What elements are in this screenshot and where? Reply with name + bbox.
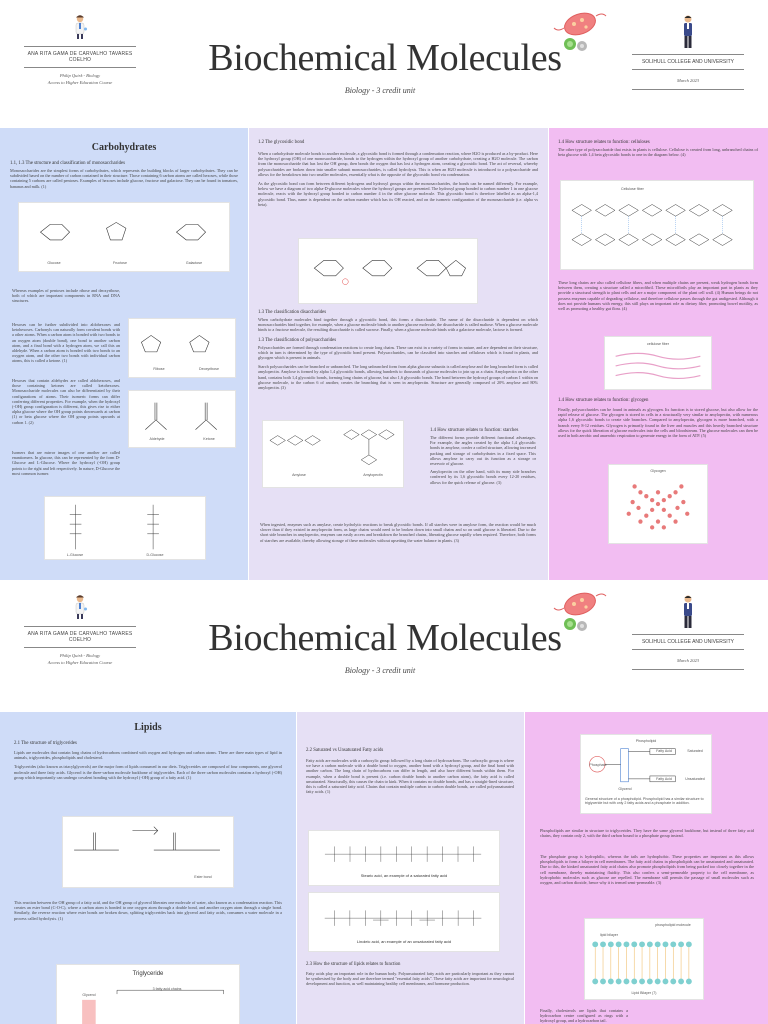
label-ketone: Ketone — [203, 437, 215, 441]
figure-stearic-acid — [308, 830, 500, 886]
caption-phospholipid: General structure of a phospholipid. Phospholipid has a similar structure to triglyceride but with only 2 fatty acids and a phosphate in addition. — [585, 797, 704, 805]
label-glucose: Glucose — [47, 261, 61, 265]
heading-glycosidic-bond: 1.2 The glycosidic bond — [258, 140, 305, 145]
fatty-acids-column — [296, 712, 524, 1024]
label-fatty-acid-2: Fatty Acid — [656, 777, 672, 781]
figure-lipid-bilayer — [584, 918, 704, 1000]
heading-polysaccharides: 1.3 The classification of polysaccharides — [258, 337, 337, 343]
paragraph: Phospholipids are similar in structure to triglycerides. They have the same glycerol backbone, but instead of three fatty acid chains, they contain only 2, with the third carbon bound to a phosphate group instead. — [540, 828, 754, 839]
page-subtitle: Biology - 3 credit unit — [344, 86, 416, 95]
label-glycerol: Glycerol — [618, 787, 632, 791]
phospholipid-molecule-label: phospholipid molecule — [655, 923, 691, 927]
paragraph: Lipids are molecules that contain long chains of hydrocarbons combined with oxygen and hydrogen and carbon atoms. There are three main types of lipid in animals, triglycerides, phospholipids and cholesterol. — [14, 750, 282, 761]
bacteria-icon — [552, 586, 612, 636]
heading-triglycerides: 2.1 The structure of triglycerides — [14, 741, 77, 746]
heading-starch-function: 1.4 How structure relates to function: starches — [430, 428, 519, 433]
label-fructose: Fructose — [113, 261, 127, 265]
caption-stearic-acid: Stearic acid, an example of a saturated fatty acid — [360, 873, 448, 878]
paragraph: When carbohydrate molecules bind together through a glycosidic bond, this forms a disaccharide. The name of the disaccharide is dependent on which monosaccharides bind together, for example, when a glucose molecule binds to another glucose molecule, the disaccharide is called maltose. When a glucose molecule binds to a fructose molecule, the resulting disaccharide is called sucrose. Finally, when a glucose molecule binds with a galactose molecule, lactose is formed. — [258, 317, 538, 333]
figure-ester-bond — [62, 816, 234, 888]
section-title-carbohydrates: Carbohydrates — [91, 142, 157, 153]
figure-pentoses — [128, 318, 236, 378]
figure-linoleic-acid — [308, 892, 500, 952]
heading-saturated-unsaturated: 2.2 Saturated vs Unsaturated Fatty acids — [306, 748, 384, 753]
label-phosphate: Phosphate — [589, 763, 607, 767]
phospholipids-column — [524, 712, 768, 1024]
author-course: Philip Quirk - Biology Access to Higher Education Course — [47, 653, 113, 665]
label-unsaturated: Unsaturated — [685, 777, 705, 781]
phospholipid-title: Phospholipid — [635, 739, 657, 743]
label-l-glucose: L-Glucose — [66, 553, 84, 557]
label-glycerol: Glycerol — [82, 993, 96, 997]
label-d-glucose: D-Glucose — [146, 553, 164, 557]
poster-date: March 2023 — [677, 658, 699, 663]
figure-cellulose-microfibril — [604, 336, 712, 390]
author-name: ANA RITA GAMA DE CARVALHO TAVARES COELHO — [27, 51, 133, 63]
caption-linoleic-acid: Linoleic acid, an example of an unsaturated fatty acid — [356, 939, 452, 944]
author-name: ANA RITA GAMA DE CARVALHO TAVARES COELHO — [27, 631, 133, 643]
doctor-icon — [72, 594, 88, 620]
paragraph: Amylopectin on the other hand, with its many side branches conferred by its 1,6 glycosidic bonds every 12-20 residues, allows for the quick release of glucose. (3) — [430, 469, 536, 485]
figure-glycogen — [608, 464, 708, 544]
page-title: Biochemical Molecules — [208, 617, 562, 659]
triglyceride-structure-icon — [57, 965, 239, 1024]
heading-glycogen: 1.4 How structure relates to function: glycogen — [558, 398, 649, 403]
poster-header — [0, 580, 768, 712]
doctor-icon — [72, 14, 88, 40]
carbohydrates-column — [0, 128, 248, 580]
poster-date: March 2023 — [677, 78, 699, 83]
author-block — [24, 14, 136, 86]
cellulose-fibril-title: cellulose fiber — [647, 342, 669, 346]
student-icon — [679, 14, 697, 50]
heading-lipid-function: 2.3 How the structure of lipids relates to function — [306, 962, 401, 967]
paragraph: Starch polysaccharides can be branched or unbranched. The long unbranched form from alpha glucose subunits is called amylose and the long branched form is called amylopectin. Amylose is formed by alpha 1,4 glycosidic bonds, allowing hundreds to thousands of glucose molecules to join up as a chain. Amylopectin on the other hand, contains both 1,4 glycosidic bonds, forming long chains of glucose, but also 1,6 glycosidic bonds. The bond between the hydroxyl groups of carbon 1 within on glucose molecule, to the carbon 6 of another, creates the branching that is seen in amylopectin. Structure are generally composed of 20% amylose and 80% amylopectin. (3) — [258, 364, 538, 391]
paragraph: Whereas examples of pentoses include ribose and deoxyribose, both of which are important components in RNA and DNA structures. — [12, 288, 120, 304]
label-ester-bond: Ester bond — [194, 875, 212, 879]
glucose-enantiomers-icon — [45, 497, 205, 559]
college-block — [632, 594, 744, 670]
label-fatty-acid-chains: 3 fatty acid chains — [152, 987, 182, 991]
figure-aldehyde-ketone — [128, 390, 236, 448]
college-block — [632, 14, 744, 90]
paragraph: The different forms provide different functional advantages. For example, the angles created by the alpha 1,4 glycosidic bonds in amylose, confer a coiled structure, allowing increased packing and storage of carbohydrates in a fixed space. This allows amylose to carry out its function as a storage or reservoir of glucose. — [430, 435, 536, 467]
paragraph: Finally, polysaccharides can be found in animals as glycogen. Its function is to stored glucose, but also allow for the rapid release of glucose. The glycogen is stored in cells in a structurally very similar to amylopectin, with numerous alpha 1,6 glycosidic bonds to create side branches. Compared to amylopectin, glycogen is more branched, with a branch every 8-12 residues. Glycogen is primarily found in the liver and muscles and this heavily branched structure allows for the quick liberation of glucose molecules into the cells and bloodstream. The glucose molecules can then be used in both aerobic and anaerobic respiration to generate energy in the form of ATP. (5) — [558, 407, 758, 439]
college-name: SOLIHULL COLLEGE AND UNIVERSITY — [641, 59, 735, 65]
student-icon — [679, 594, 697, 630]
figure-triglyceride — [56, 964, 240, 1024]
amylose-amylopectin-icon — [263, 421, 403, 487]
bacteria-icon — [552, 6, 612, 56]
paragraph: Hexoses that contain aldehydes are called aldohexoses, and those containing ketones are called ketohexoses. Monosaccharide molecules can also be differentiated by their configurations of atoms. Their isomeric forms can differ conferring different properties. For example, when the hydroxyl (-OH) group configuration is different, this gives rise to either alpha glucose where the OH group points downwards at carbon (1) or beta glucose where the OH group points upwards at carbon 1. (2) — [12, 378, 120, 425]
label-saturated: Saturated — [687, 749, 703, 753]
glycogen-branches-icon — [609, 465, 707, 543]
cellulose-fiber-title: Cellulose fiber — [621, 187, 644, 191]
lipid-bilayer-icon — [585, 919, 703, 999]
figure-enantiomers — [44, 496, 206, 560]
label-aldehyde: Aldehyde — [149, 437, 165, 441]
maltose-formation-icon — [299, 239, 477, 303]
paragraph: Hexoses can be further subdivided into aldohexoses and ketohexoses. Carbonyls can naturally form covalent bonds with a other atoms. When a carbon atom is bonded with two bonds to an oxygen atom (double bond), one bond to another carbon atom, and a final bond with a hydrogen atom, we call this an aldehyde. When a carbon atom is bonded with two bonds to an oxygen atom, and the other two bonds with individual carbon atoms, this is called a ketone. (1) — [12, 322, 120, 364]
label-fatty-acid-1: Fatty Acid — [656, 749, 672, 753]
paragraph: The other type of polysaccharide that exists in plants is cellulose. Cellulose is created from long, unbranched chains of beta glucose with 1,4 beta glycosidic bonds to one in the diagram below. (4) — [558, 147, 758, 158]
lipids-column — [0, 712, 296, 1024]
paragraph: When a carbohydrate molecule bonds to another molecule, a glycosidic bond is formed through a condensation reaction, where H2O is produced as a by-product. Here the hydroxyl group (OH) of one monosaccharide, bonds to the hydrogen within the hydroxyl group of another carbohydrate, creating a H2O molecule. The carbon from the monosaccharide that has lost the OH group, then bonds the oxygen that has lost a hydrogen atom, creating a glycosidic bond. The act of reversal, whereby polysaccharides are broken down into smaller subunit monosaccharides, is called hydrolysis. This is when an H2O molecule is introduced to a polysaccharide and allows for the breakdown into two smaller molecules, essentially what is the opposite of the glycosidic bond via condensation. — [258, 151, 538, 177]
paragraph: Fatty acids are molecules with a carboxylic group followed by a long chain of hydrocarbons. The carboxylic group is where we have a carbon molecule with a double bond to oxygen, another bond with a hydroxyl group, and the final bond with another carbon. The long chain of hydrocarbons can differ in length, and also have different bonds within them. For example, when a double bond is present (i.e. carbon double bonds to another carbon atom), the fatty acid is called unsaturated. Structurally, this causes the chain to kink. When it contains no double bonds, and has a straight-lined structure, this is called a saturated fatty acid. Chains that contain multiple carbon to carbon double bonds, are called polyunsaturated fatty acids. (1) — [306, 758, 514, 795]
author-course: Philip Quirk - Biology Access to Higher Education Course — [47, 73, 113, 85]
paragraph: Monosaccharides are the simplest forms of carbohydrates, which represents the building blocks of larger carbohydrates. They can be subdivided based on the number of carbon contained in their structure. Those containing 6 carbon atoms are called hexoses, while those containing 5 carbons are called pentoses. Examples of hexoses include glucose, fructose and galactose. They can be found in tomatoes, bananas and milk. (1) — [10, 168, 238, 189]
section-title-lipids: Lipids — [134, 722, 162, 733]
triglyceride-title: Triglyceride — [132, 971, 164, 977]
figure-starches — [262, 420, 404, 488]
heading-disaccharides: 1.3 The classification disaccharides — [258, 310, 327, 315]
paragraph: This reaction between the OH group of a fatty acid, and the OH group of glycerol liberates one molecule of water, also known as a condensation reaction. This creates an ester bond (C-O-C), where a carbon atom is bonded to one oxygen atom through a double bond, and another oxygen atom through a single bond. Similarly, the reverse reaction where ester bonds are broken down, splitting triglycerides back into glycerol and fatty acids, consumes a water molecule in a process called hydrolysis. (1) — [14, 900, 282, 921]
paragraph: As the glycosidic bond can form between different hydrogens and hydroxyl groups within the monosaccharides, the bonds can be named differently. For example, below we have a diagram of two alpha-D-glucose molecules where the hydroxyl groups are presented. The hydroxyl group bonded to carbon number 1 in one glucose molecule, reacts with the hydroxyl group bonded to carbon number 4 in the other glucose molecule. This glycosidic bond is therefore labelled as an alpha-1,4 glycosidic bond. Thus, name is dependent on the carbon number which has its OH reacted, and on the isomeric configuration of the monosaccharide (i.e. alpha vs beta). — [258, 181, 538, 207]
poster-page-2 — [0, 580, 768, 1024]
glycosidic-column — [248, 128, 548, 580]
poster-header — [0, 0, 768, 128]
cellulose-chains-icon — [561, 181, 753, 269]
figure-glycosidic-bond — [298, 238, 478, 304]
microfibril-icon — [605, 337, 711, 389]
author-block — [24, 594, 136, 666]
figure-hexoses — [18, 202, 230, 272]
paragraph: When ingested, enzymes such as amylase, create hydrolytic reactions to break glycosidic bonds. If all starches were in amylose form, the reaction would be much slower than if they existed in amylopectin form, as large chains would need to be broken down into small chains and so on until glucose is liberated. Due to the short side branches in amylopectin, enzymes can easily access and breakdown the branched chains, liberating glucose rapidly when required. Therefore, both forms of starches are available, thereby allowing storage of these molecules without upsetting the water balance in plants. (3) — [260, 522, 536, 543]
lipid-bilayer-label: lipid bilayer — [600, 933, 618, 937]
label-amylopectin: Amylopectin — [363, 473, 383, 477]
page-title: Biochemical Molecules — [208, 37, 562, 79]
paragraph: Fatty acids play an important role in the human body. Polyunsaturated fatty acids are particularly important as they cannot be synthesised by the body and are therefore termed "essential fatty acids". These fatty acids are important for neurological development and function, as well maintaining healthy cell membranes, and hormone production. — [306, 971, 514, 987]
cellulose-glycogen-column — [548, 128, 768, 580]
label-ribose: Ribose — [153, 367, 165, 371]
heading-cellulose: 1.4 How structure relates to function: celluloses — [558, 140, 650, 145]
glycogen-title: Glycogen — [650, 469, 666, 473]
label-galactose: Galactose — [185, 261, 203, 265]
label-amylose: Amylose — [292, 473, 306, 477]
paragraph: Triglycerides (also known as triacylglycerols) are the major form of lipids consumed in our diets. Triglycerides are composed of four components, one glycerol molecule and three fatty acids. Glycerol is the three-carbon molecule backbone of triglycerides. Each of the three carbon molecules contains a hydroxyl (-OH) group which importantly can undergo covalent bonding with the hydroxyl (-OH) group of a fatty acid. (1) — [14, 764, 282, 780]
paragraph: Polysaccharides are formed through condensation reactions to create long chains. These can exist in a variety of forms in nature, and are dependent on their structure, which in turn is determined by the type of glycosidic bond present. Polysaccharides, can be classified into starches and celluloses which is found in plants, and glycogen which is present in animals. — [258, 344, 538, 361]
paragraph: The phosphate group is hydrophilic, whereas the tails are hydrophobic. These properties are important as this allows phospholipids to form a bilayer in cell membranes. The fatty acid chains in phospholipids can be unsaturated and unsaturated. Due to this, the kinked unsaturated fatty acid chains also promote phospholipids from being packed too closely together in the cell membrane, thereby maintaining fluidity. This also confers a semi-permeable property to the cell membrane, as hydrophobic molecules such as glucose are repelled. The membrane still permits the passage of small molecules such as oxygen, and carbon dioxide, hence why it is termed semi-permeable. (3) — [540, 854, 754, 886]
page-subtitle: Biology - 3 credit unit — [344, 666, 416, 675]
figure-phospholipid — [580, 734, 712, 814]
paragraph: These long chains are also called cellulose fibers, and when multiple chains are present, weak hydrogen bonds form between them, creating a structure called a microfibril. These microfibrils play an important part in plants as they provide a structural strength to plant cells and are a major component of the plant cell wall. (4) Human beings do not possess enzymes capable of degrading cellulose, and therefore cellulose passes through the gut undigested. Although it does not provide humans with energy, this still plays an important role as dietary fiber, promoting bowel motility, as well as promoting a healthy gut flora. (4) — [558, 280, 758, 312]
college-name: SOLIHULL COLLEGE AND UNIVERSITY — [641, 639, 735, 645]
paragraph: Isomers that are mirror images of one another are called enantiomers. In glucose, this can be represented by the form D-Glucose and L-Glucose. Where the hydroxyl (-OH) group points to the right and left respectively. In nature, D-Glucose the most common isomer. — [12, 450, 120, 476]
figure-cellulose-fiber — [560, 180, 754, 270]
label-deoxyribose: Deoxyribose — [199, 367, 219, 371]
paragraph: Finally, cholesterols are lipids that contains a hydrocarbon centre configured as rings with a hydroxyl group, and a hydrocarbon tail. — [540, 1008, 628, 1024]
caption-lipid-bilayer: Lipid Bilayer (7) — [631, 991, 657, 995]
heading-monosaccharides: 1.1, 1.3 The structure and classification of monosaccharides — [10, 161, 126, 166]
